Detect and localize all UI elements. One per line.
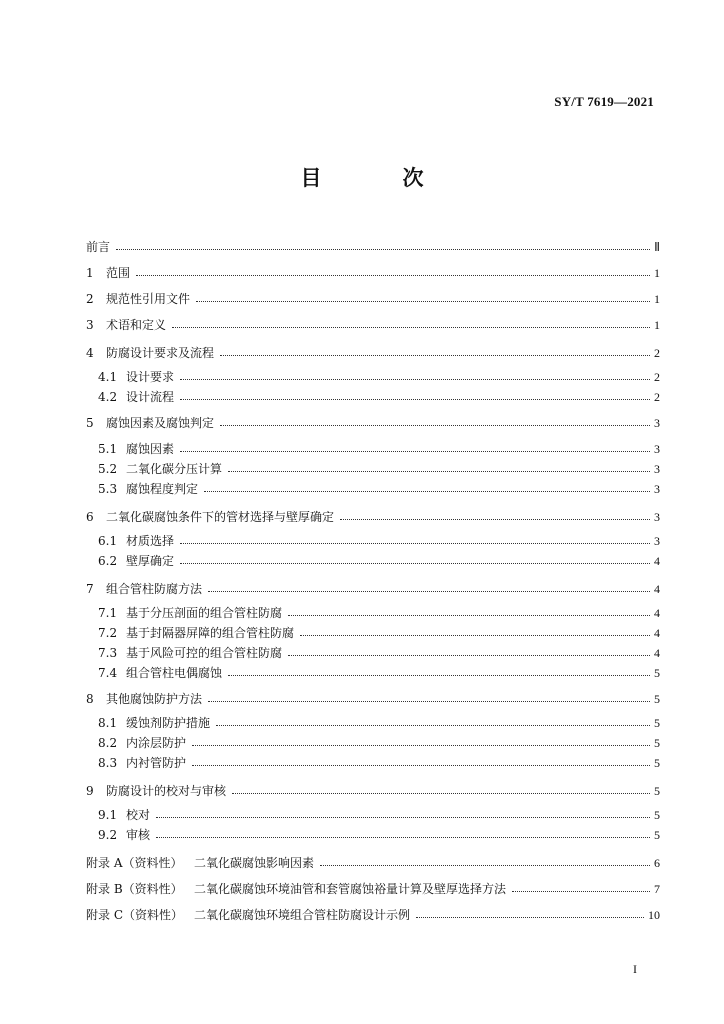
toc-entry-label: 腐蚀因素及腐蚀判定 [106, 416, 215, 430]
toc-entry-page: 3 [654, 534, 660, 548]
toc-entry-label: 设计要求 [126, 370, 175, 384]
toc-entry-label: 腐蚀程度判定 [126, 482, 199, 496]
toc-entry-number: 9 [86, 784, 94, 798]
toc-entry-label: 基于分压剖面的组合管柱防腐 [126, 606, 283, 620]
toc-leader-dots [216, 724, 650, 726]
toc-entry-label: 壁厚确定 [126, 554, 175, 568]
toc-entry-page: 7 [654, 882, 660, 896]
toc-entry-label: 缓蚀剂防护措施 [126, 716, 211, 730]
toc-entry-label: 二氧化碳分压计算 [126, 462, 223, 476]
toc-entry-number: 4.1 [98, 370, 118, 384]
toc-entry-number: 3 [86, 318, 94, 332]
toc-leader-dots [208, 700, 650, 702]
toc-entry [86, 412, 660, 430]
toc-leader-dots [204, 490, 650, 492]
toc-leader-dots [340, 518, 650, 520]
toc-leader-dots [208, 590, 650, 592]
toc-entry-page: 3 [654, 510, 660, 524]
toc-entry-label: 前言 [86, 240, 111, 254]
toc-entry-number: 8.2 [98, 736, 118, 750]
toc-entry-label: 审核 [126, 828, 151, 842]
toc-entry-number: 1 [86, 266, 94, 280]
toc-entry-label: 防腐设计的校对与审核 [106, 784, 227, 798]
toc-entry-label: 二氧化碳腐蚀影响因素 [194, 856, 315, 870]
toc-leader-dots [136, 274, 650, 276]
toc-entry-number: 9.2 [98, 828, 118, 842]
toc-leader-dots [192, 764, 650, 766]
toc-entry-number: 4.2 [98, 390, 118, 404]
toc-entry-number: 5.3 [98, 482, 118, 496]
toc-entry-page: 5 [654, 692, 660, 706]
toc-entry [98, 662, 660, 680]
toc-entry-label: 校对 [126, 808, 151, 822]
toc-leader-dots [288, 654, 650, 656]
toc-leader-dots [180, 398, 650, 400]
toc-entry-number: 附录 A（资料性） [86, 856, 183, 870]
toc-leader-dots [172, 326, 650, 328]
toc-entry [86, 262, 660, 280]
toc-entry-page: 6 [654, 856, 660, 870]
toc-entry-label: 腐蚀因素 [126, 442, 175, 456]
toc-leader-dots [180, 378, 650, 380]
toc-entry-label: 规范性引用文件 [106, 292, 191, 306]
toc-leader-dots [300, 634, 650, 636]
toc-leader-dots [220, 354, 650, 356]
toc-entry-page: 5 [654, 716, 660, 730]
toc-entry-page: 3 [654, 442, 660, 456]
toc-entry [98, 642, 660, 660]
toc-entry-number: 2 [86, 292, 94, 306]
toc-entry-page: 3 [654, 482, 660, 496]
toc-entry-label: 组合管柱电偶腐蚀 [126, 666, 223, 680]
toc-entry-label: 设计流程 [126, 390, 175, 404]
toc-entry-number: 8 [86, 692, 94, 706]
toc-leader-dots [156, 816, 650, 818]
toc-entry-number: 6.2 [98, 554, 118, 568]
toc-entry-page: Ⅱ [654, 240, 660, 254]
toc-entry-label: 基于封隔器屏障的组合管柱防腐 [126, 626, 295, 640]
toc-entry-page: 3 [654, 462, 660, 476]
toc-leader-dots [156, 836, 650, 838]
toc-entry-label: 其他腐蚀防护方法 [106, 692, 203, 706]
toc-entry-page: 5 [654, 756, 660, 770]
toc-entry [98, 458, 660, 476]
toc-entry-page: 5 [654, 828, 660, 842]
toc-entry-number: 9.1 [98, 808, 118, 822]
toc-entry [86, 688, 660, 706]
toc-entry [98, 386, 660, 404]
toc-entry-page: 10 [648, 908, 660, 922]
toc-leader-dots [192, 744, 650, 746]
toc-entry-label: 二氧化碳腐蚀环境组合管柱防腐设计示例 [194, 908, 411, 922]
toc-leader-dots [320, 864, 650, 866]
toc-entry [98, 550, 660, 568]
toc-entry [98, 478, 660, 496]
toc-entry [86, 780, 660, 798]
toc-entry-label: 二氧化碳腐蚀环境油管和套管腐蚀裕量计算及壁厚选择方法 [194, 882, 507, 896]
toc-entry [86, 878, 660, 896]
toc-entry-page: 3 [654, 416, 660, 430]
toc-entry [98, 530, 660, 548]
toc-entry-page: 5 [654, 666, 660, 680]
toc-entry-number: 附录 C（资料性） [86, 908, 183, 922]
toc-entry [98, 732, 660, 750]
toc-leader-dots [196, 300, 650, 302]
toc-entry-page: 5 [654, 808, 660, 822]
page-title: 目 次 [300, 165, 454, 190]
toc-entry [98, 824, 660, 842]
toc-entry-number: 7.3 [98, 646, 118, 660]
toc-leader-dots [220, 424, 650, 426]
toc-entry-label: 术语和定义 [106, 318, 167, 332]
toc-entry-page: 5 [654, 736, 660, 750]
toc-entry-page: 4 [654, 626, 660, 640]
toc-entry [86, 288, 660, 306]
toc-entry-number: 7.1 [98, 606, 118, 620]
toc-leader-dots [180, 450, 650, 452]
toc-entry-number: 6 [86, 510, 94, 524]
toc-entry-label: 防腐设计要求及流程 [106, 346, 215, 360]
toc-entry [98, 366, 660, 384]
toc-entry-number: 附录 B（资料性） [86, 882, 183, 896]
toc-entry [86, 314, 660, 332]
toc-entry-number: 8.3 [98, 756, 118, 770]
footer-page-number: I [633, 962, 637, 976]
toc-leader-dots [288, 614, 650, 616]
toc-entry [86, 904, 660, 922]
toc-entry-number: 4 [86, 346, 94, 360]
toc-entry [86, 852, 660, 870]
toc-leader-dots [416, 916, 644, 918]
toc-entry-label: 基于风险可控的组合管柱防腐 [126, 646, 283, 660]
toc-entry-number: 5.1 [98, 442, 118, 456]
toc-entry [98, 438, 660, 456]
toc-entry-number: 5 [86, 416, 94, 430]
toc-entry-page: 4 [654, 582, 660, 596]
toc-entry [86, 342, 660, 360]
toc-entry [98, 602, 660, 620]
toc-entry-label: 组合管柱防腐方法 [106, 582, 203, 596]
toc-entry-page: 4 [654, 606, 660, 620]
toc-entry [98, 622, 660, 640]
toc-entry-label: 内衬管防护 [126, 756, 187, 770]
toc-entry-number: 7.2 [98, 626, 118, 640]
toc-entry-page: 2 [654, 346, 660, 360]
toc-entry-page: 5 [654, 784, 660, 798]
toc-entry [86, 236, 660, 254]
toc-leader-dots [512, 890, 650, 892]
toc-entry-page: 1 [654, 266, 660, 280]
toc-leader-dots [116, 248, 650, 250]
toc-entry [98, 712, 660, 730]
toc-leader-dots [180, 542, 650, 544]
toc-entry-page: 2 [654, 370, 660, 384]
toc-entry-number: 6.1 [98, 534, 118, 548]
toc-entry-number: 5.2 [98, 462, 118, 476]
toc-entry-page: 2 [654, 390, 660, 404]
toc-leader-dots [180, 562, 650, 564]
toc-entry-page: 4 [654, 646, 660, 660]
toc-entry [86, 506, 660, 524]
standard-code: SY/T 7619—2021 [554, 94, 654, 109]
toc-leader-dots [232, 792, 650, 794]
toc-entry-page: 4 [654, 554, 660, 568]
toc-entry-page: 1 [654, 292, 660, 306]
toc-entry-label: 材质选择 [126, 534, 175, 548]
toc-entry [98, 804, 660, 822]
toc-entry-label: 二氧化碳腐蚀条件下的管材选择与壁厚确定 [106, 510, 335, 524]
toc-entry-number: 8.1 [98, 716, 118, 730]
toc-entry-number: 7.4 [98, 666, 118, 680]
toc-leader-dots [228, 470, 650, 472]
toc-entry-number: 7 [86, 582, 94, 596]
toc-entry-label: 内涂层防护 [126, 736, 187, 750]
toc-entry [98, 752, 660, 770]
toc-entry [86, 578, 660, 596]
toc-entry-page: 1 [654, 318, 660, 332]
toc-entry-label: 范围 [106, 266, 131, 280]
toc-leader-dots [228, 674, 650, 676]
